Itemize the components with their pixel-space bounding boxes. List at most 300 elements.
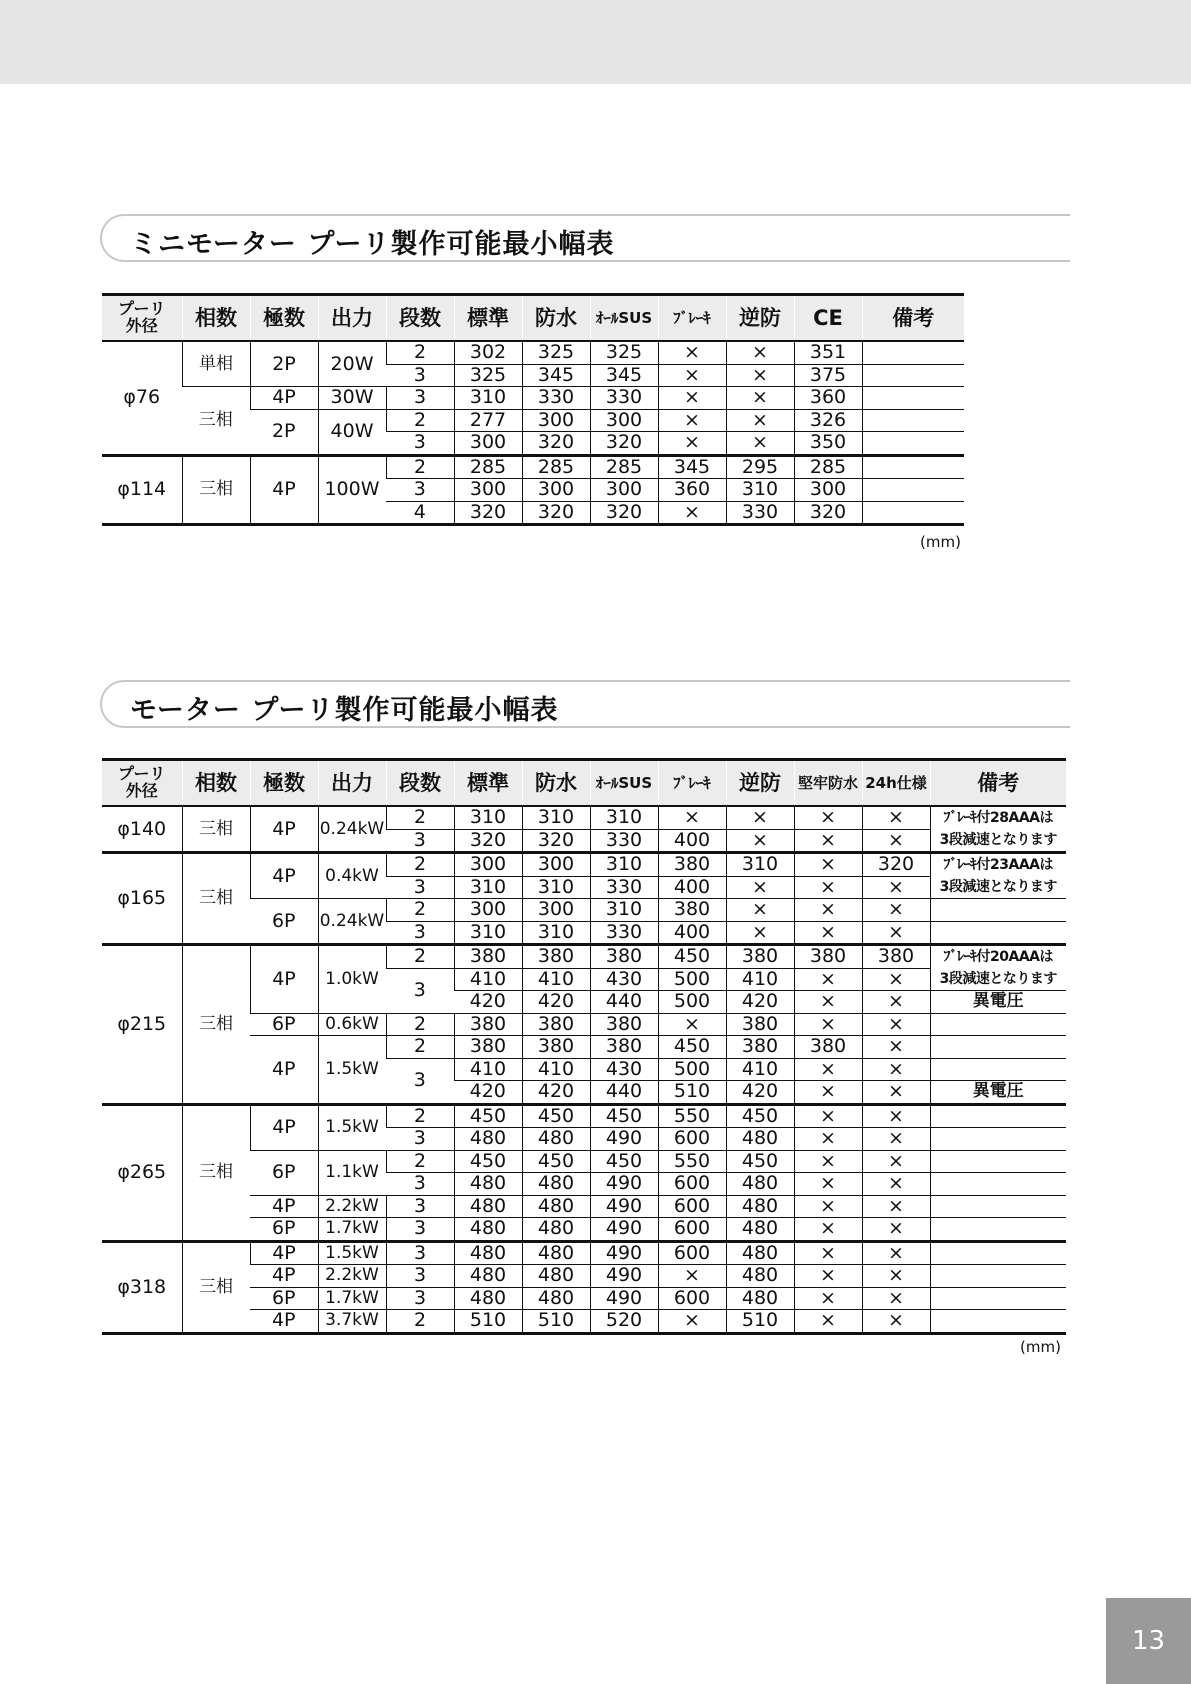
cell: ×	[862, 1195, 930, 1218]
cell: 310	[454, 806, 522, 829]
cell: 375	[794, 364, 862, 387]
cell: ×	[794, 1173, 862, 1196]
cell: 300	[454, 479, 522, 502]
cell: 430	[590, 968, 658, 991]
cell: ×	[862, 829, 930, 853]
cell: 320	[522, 432, 590, 456]
col-header: 相数	[182, 760, 250, 807]
cell: 600	[658, 1173, 726, 1196]
cell: ×	[862, 899, 930, 922]
col-header: 段数	[386, 295, 454, 342]
cell: 285	[454, 455, 522, 479]
cell: 420	[726, 1081, 794, 1105]
cell: 450	[590, 1104, 658, 1128]
cell: ×	[794, 1013, 862, 1036]
cell: 380	[658, 853, 726, 877]
cell: 3	[386, 479, 454, 502]
cell: 300	[522, 853, 590, 877]
cell: 510	[522, 1310, 590, 1334]
note	[930, 1036, 1066, 1059]
phase: 三相	[182, 1104, 250, 1241]
cell: ×	[794, 853, 862, 877]
stages: 3	[386, 968, 454, 1013]
note: ﾌﾞﾚｰｷ付28AAAは	[930, 806, 1066, 829]
phase: 三相	[182, 455, 250, 525]
cell: 310	[454, 921, 522, 945]
cell: 510	[658, 1081, 726, 1105]
cell: ×	[794, 876, 862, 899]
phase: 三相	[182, 853, 250, 945]
cell: 600	[658, 1218, 726, 1242]
col-header: 堅牢防水	[794, 760, 862, 807]
cell: 480	[522, 1265, 590, 1288]
poles: 6P	[250, 1150, 318, 1195]
cell: 345	[522, 364, 590, 387]
cell: ×	[862, 1287, 930, 1310]
stages: 3	[386, 1058, 454, 1104]
col-header: 備考	[930, 760, 1066, 807]
note	[930, 1265, 1066, 1288]
cell: 380	[454, 1013, 522, 1036]
cell: 2	[386, 806, 454, 829]
cell: ×	[658, 364, 726, 387]
poles: 4P	[250, 455, 318, 525]
table-row	[102, 945, 1066, 969]
cell: 345	[590, 364, 658, 387]
cell: 380	[726, 1013, 794, 1036]
cell: 380	[590, 1013, 658, 1036]
pulley-diameter: φ165	[102, 853, 182, 945]
cell: 3	[386, 1173, 454, 1196]
col-header: 出力	[318, 760, 386, 807]
col-header: 出力	[318, 295, 386, 342]
cell: 420	[454, 1081, 522, 1105]
cell: 330	[590, 387, 658, 410]
note	[930, 1128, 1066, 1151]
output: 1.1kW	[318, 1150, 386, 1195]
cell: ×	[658, 409, 726, 432]
cell: 3	[386, 1195, 454, 1218]
cell: ×	[862, 968, 930, 991]
cell: 320	[862, 853, 930, 877]
cell: 380	[726, 1036, 794, 1059]
pulley-diameter: φ265	[102, 1104, 182, 1241]
cell: 510	[726, 1310, 794, 1334]
cell: ×	[794, 899, 862, 922]
cell: 2	[386, 1150, 454, 1173]
cell: 430	[590, 1058, 658, 1081]
cell: 285	[522, 455, 590, 479]
cell: 310	[522, 921, 590, 945]
pulley-diameter: φ76	[102, 341, 182, 455]
output: 1.5kW	[318, 1104, 386, 1150]
poles: 2P	[250, 341, 318, 387]
cell: 410	[522, 968, 590, 991]
cell: 380	[522, 1036, 590, 1059]
output: 100W	[318, 455, 386, 525]
col-header: 24h仕様	[862, 760, 930, 807]
phase: 三相	[182, 806, 250, 853]
cell: 480	[726, 1241, 794, 1265]
output: 3.7kW	[318, 1310, 386, 1334]
cell: ×	[726, 921, 794, 945]
cell: 310	[454, 387, 522, 410]
cell: 480	[454, 1173, 522, 1196]
cell: 2	[386, 409, 454, 432]
cell: 490	[590, 1265, 658, 1288]
cell: 480	[454, 1241, 522, 1265]
cell: ×	[862, 921, 930, 945]
cell: 300	[454, 899, 522, 922]
cell: 480	[726, 1218, 794, 1242]
cell: 480	[522, 1287, 590, 1310]
cell: 420	[522, 991, 590, 1014]
poles: 4P	[250, 1195, 318, 1218]
cell: 320	[794, 501, 862, 525]
cell: 490	[590, 1173, 658, 1196]
note	[930, 1058, 1066, 1081]
cell: ×	[862, 1150, 930, 1173]
cell	[862, 501, 964, 525]
cell: 410	[726, 968, 794, 991]
col-header: 逆防	[726, 295, 794, 342]
cell: ×	[794, 1218, 862, 1242]
cell: 310	[726, 479, 794, 502]
cell: 500	[658, 991, 726, 1014]
col-header: プーリ 外径	[102, 760, 182, 807]
cell: 450	[454, 1150, 522, 1173]
cell: 2	[386, 1104, 454, 1128]
cell: 3	[386, 432, 454, 456]
cell: 600	[658, 1195, 726, 1218]
note	[930, 1241, 1066, 1265]
cell: 300	[794, 479, 862, 502]
cell: 410	[726, 1058, 794, 1081]
cell: 420	[726, 991, 794, 1014]
cell: 450	[658, 1036, 726, 1059]
cell: 3	[386, 1241, 454, 1265]
cell	[862, 364, 964, 387]
cell: 480	[522, 1218, 590, 1242]
table-row	[102, 853, 1066, 877]
poles: 4P	[250, 1104, 318, 1150]
note	[930, 899, 1066, 922]
cell: 480	[454, 1195, 522, 1218]
cell: 310	[454, 876, 522, 899]
cell: 440	[590, 1081, 658, 1105]
output: 1.0kW	[318, 945, 386, 1014]
cell: 300	[454, 853, 522, 877]
motor-pulley-table	[102, 758, 1066, 1335]
cell: 480	[726, 1173, 794, 1196]
cell: ×	[862, 1218, 930, 1242]
note	[930, 1287, 1066, 1310]
cell: 2	[386, 1036, 454, 1059]
cell: 2	[386, 1310, 454, 1334]
cell: ×	[658, 806, 726, 829]
cell: ×	[726, 829, 794, 853]
cell: ×	[658, 1310, 726, 1334]
note	[930, 1104, 1066, 1128]
cell: ×	[862, 1241, 930, 1265]
poles: 6P	[250, 899, 318, 945]
cell: 3	[386, 364, 454, 387]
std-section-heading	[100, 680, 1070, 728]
cell: 400	[658, 829, 726, 853]
cell: 520	[590, 1310, 658, 1334]
cell: ×	[862, 1128, 930, 1151]
cell: 380	[862, 945, 930, 969]
cell: 3	[386, 829, 454, 853]
cell: ×	[658, 1013, 726, 1036]
cell: 600	[658, 1287, 726, 1310]
output: 30W	[318, 387, 386, 410]
cell: 400	[658, 921, 726, 945]
cell	[862, 432, 964, 456]
cell: ×	[794, 991, 862, 1014]
output: 2.2kW	[318, 1265, 386, 1288]
cell: 3	[386, 1218, 454, 1242]
cell: 310	[590, 806, 658, 829]
note: 3段減速となります	[930, 876, 1066, 899]
cell: 480	[522, 1128, 590, 1151]
poles: 2P	[250, 409, 318, 455]
cell: 320	[454, 501, 522, 525]
cell: 480	[522, 1195, 590, 1218]
cell: 410	[522, 1058, 590, 1081]
cell: ×	[794, 1287, 862, 1310]
cell: 380	[590, 945, 658, 969]
page-number-box	[1106, 1598, 1191, 1684]
output: 2.2kW	[318, 1195, 386, 1218]
cell: 490	[590, 1287, 658, 1310]
cell: 330	[590, 876, 658, 899]
cell: 480	[454, 1265, 522, 1288]
cell: 285	[590, 455, 658, 479]
cell: 400	[658, 876, 726, 899]
cell: 360	[794, 387, 862, 410]
pulley-diameter: φ318	[102, 1241, 182, 1333]
cell: ×	[794, 806, 862, 829]
cell: 300	[522, 899, 590, 922]
cell: 550	[658, 1150, 726, 1173]
cell: 380	[794, 1036, 862, 1059]
cell: ×	[726, 364, 794, 387]
cell: ×	[794, 1195, 862, 1218]
cell: 310	[590, 899, 658, 922]
cell: ×	[794, 1058, 862, 1081]
cell: ×	[794, 968, 862, 991]
note: 異電圧	[930, 1081, 1066, 1105]
cell: ×	[862, 1058, 930, 1081]
poles: 4P	[250, 1241, 318, 1265]
cell: 380	[590, 1036, 658, 1059]
cell: 4	[413, 500, 426, 523]
cell: 380	[522, 1013, 590, 1036]
output: 40W	[318, 409, 386, 455]
cell: ×	[726, 806, 794, 829]
table-header-row	[102, 760, 1066, 807]
cell: ×	[726, 899, 794, 922]
cell: 302	[454, 341, 522, 364]
cell: 450	[658, 945, 726, 969]
cell: ×	[658, 1265, 726, 1288]
cell: 300	[454, 432, 522, 456]
cell: 440	[590, 991, 658, 1014]
cell: 500	[658, 968, 726, 991]
cell	[862, 341, 964, 364]
cell: ×	[862, 876, 930, 899]
cell: ×	[862, 806, 930, 829]
cell: 330	[590, 921, 658, 945]
std-section-title: モーター プーリ製作可能最小幅表	[130, 695, 559, 726]
cell: ×	[862, 1013, 930, 1036]
cell: 360	[658, 479, 726, 502]
cell: ×	[862, 1265, 930, 1288]
cell: 2	[386, 899, 454, 922]
cell: 351	[794, 341, 862, 364]
cell: 380	[522, 945, 590, 969]
cell: 310	[590, 853, 658, 877]
cell: ×	[658, 501, 726, 525]
note: 3段減速となります	[930, 968, 1066, 991]
cell: ×	[658, 387, 726, 410]
cell: 490	[590, 1128, 658, 1151]
cell: 3	[386, 876, 454, 899]
cell: ×	[794, 1128, 862, 1151]
output: 1.7kW	[318, 1218, 386, 1242]
col-header: ﾌﾞﾚｰｷ	[658, 295, 726, 342]
col-header: 標準	[454, 295, 522, 342]
cell	[862, 387, 964, 410]
cell: 480	[454, 1218, 522, 1242]
output: 0.24kW	[318, 899, 386, 945]
table-row	[102, 455, 964, 479]
cell: ×	[726, 387, 794, 410]
note	[930, 921, 1066, 945]
cell: ×	[794, 1150, 862, 1173]
poles: 4P	[250, 1036, 318, 1105]
cell: 326	[794, 409, 862, 432]
cell: 600	[658, 1241, 726, 1265]
table-row	[102, 387, 964, 410]
cell: 325	[522, 341, 590, 364]
pulley-diameter: φ114	[102, 455, 182, 525]
cell: 500	[658, 1058, 726, 1081]
cell: 2	[386, 945, 454, 969]
cell: 300	[522, 409, 590, 432]
cell: 380	[454, 945, 522, 969]
cell	[862, 479, 964, 502]
cell: 320	[522, 829, 590, 853]
poles: 4P	[250, 853, 318, 899]
cell: ×	[862, 1036, 930, 1059]
col-header: ｵｰﾙSUS	[590, 760, 658, 807]
col-header: 標準	[454, 760, 522, 807]
cell: 277	[454, 409, 522, 432]
table-header-row	[102, 295, 964, 342]
output: 1.7kW	[318, 1287, 386, 1310]
cell: ×	[794, 921, 862, 945]
poles: 4P	[271, 1309, 296, 1332]
cell: 380	[454, 1036, 522, 1059]
mini-section-title: ミニモーター プーリ製作可能最小幅表	[130, 229, 615, 260]
cell: ×	[658, 341, 726, 364]
cell: 2	[386, 341, 454, 364]
pulley-diameter: φ140	[102, 806, 182, 853]
cell: 300	[522, 479, 590, 502]
cell: ×	[862, 1104, 930, 1128]
poles: 4P	[250, 945, 318, 1014]
cell: 450	[726, 1150, 794, 1173]
cell: 310	[726, 853, 794, 877]
note	[930, 1218, 1066, 1242]
cell: 310	[522, 806, 590, 829]
cell: 2	[386, 1013, 454, 1036]
cell: 310	[522, 876, 590, 899]
note	[930, 1310, 1066, 1334]
col-header: CE	[794, 295, 862, 342]
cell: 3	[386, 1287, 454, 1310]
output: 1.5kW	[318, 1036, 386, 1105]
unit-label: (mm)	[1020, 1338, 1061, 1356]
cell: 345	[658, 455, 726, 479]
col-header: ﾌﾞﾚｰｷ	[658, 760, 726, 807]
note	[930, 1173, 1066, 1196]
unit-label: (mm)	[920, 533, 961, 551]
poles: 4P	[250, 387, 318, 410]
mini-motor-table	[102, 293, 964, 526]
cell: 510	[454, 1310, 522, 1334]
table-row	[102, 1241, 1066, 1265]
poles: 6P	[250, 1218, 318, 1242]
top-band	[0, 0, 1191, 84]
note: ﾌﾞﾚｰｷ付20AAAは	[930, 945, 1066, 969]
cell: ×	[794, 1241, 862, 1265]
cell: 320	[454, 829, 522, 853]
cell: 330	[522, 387, 590, 410]
table-row	[102, 341, 964, 364]
phase: 単相	[182, 341, 250, 387]
note	[930, 1150, 1066, 1173]
cell: 480	[522, 1173, 590, 1196]
cell: 380	[658, 899, 726, 922]
cell: 295	[726, 455, 794, 479]
cell: 300	[590, 409, 658, 432]
page-number: 13	[1131, 1626, 1166, 1656]
table-row	[102, 806, 1066, 829]
col-header: 相数	[182, 295, 250, 342]
output: 0.4kW	[318, 853, 386, 899]
cell: 550	[658, 1104, 726, 1128]
cell: ×	[726, 409, 794, 432]
cell: ×	[794, 1310, 862, 1334]
cell: 320	[590, 432, 658, 456]
cell: 3	[386, 387, 454, 410]
col-header: 備考	[862, 295, 964, 342]
cell: ×	[862, 991, 930, 1014]
note	[930, 1195, 1066, 1218]
cell: 480	[726, 1128, 794, 1151]
cell: 480	[726, 1265, 794, 1288]
cell	[862, 455, 964, 479]
cell: 450	[522, 1104, 590, 1128]
cell: ×	[794, 1081, 862, 1105]
poles: 4P	[250, 806, 318, 853]
output: 0.6kW	[318, 1013, 386, 1036]
cell: 330	[726, 501, 794, 525]
note: ﾌﾞﾚｰｷ付23AAAは	[930, 853, 1066, 877]
